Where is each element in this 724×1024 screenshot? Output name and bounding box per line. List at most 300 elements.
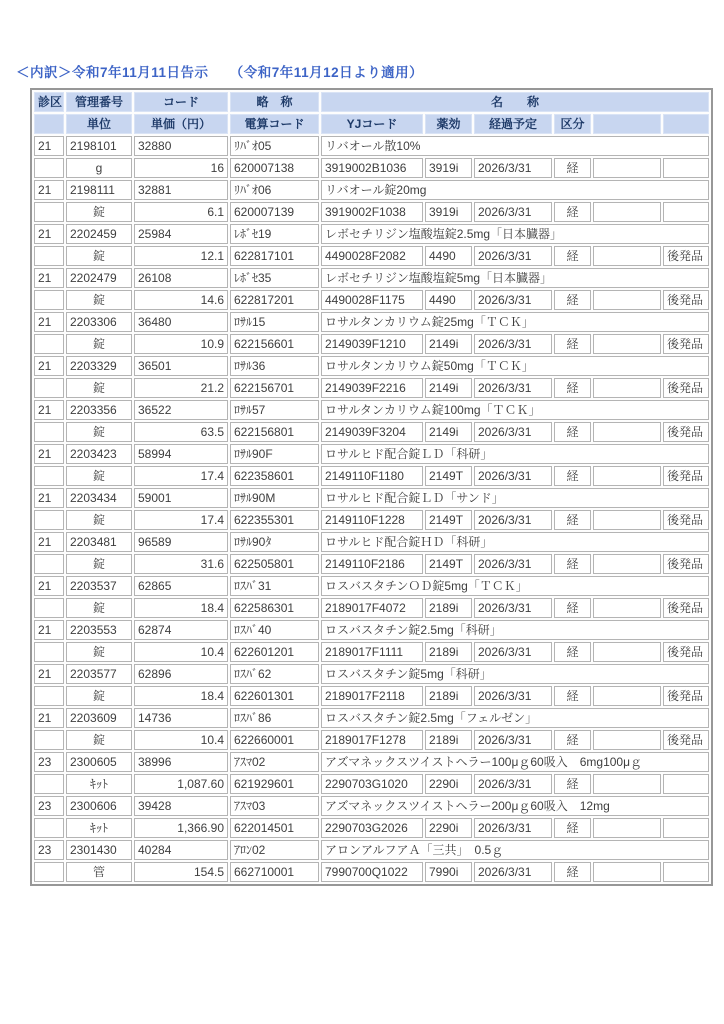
cell-shinku: 21 — [34, 620, 64, 640]
drug-row-detail — [34, 774, 709, 794]
cell-densan-code: 622358601 — [230, 466, 319, 486]
cell-blank — [34, 686, 64, 706]
cell-blank — [34, 158, 64, 178]
cell-kouhatsu — [663, 774, 709, 794]
drug-row-detail — [34, 598, 709, 618]
drug-row-main — [34, 268, 709, 288]
cell-kubun: 経 — [554, 818, 591, 838]
cell-densan-code: 622601301 — [230, 686, 319, 706]
cell-tanka: 12.1 — [134, 246, 228, 266]
cell-yakko: 2149T — [425, 510, 472, 530]
cell-keika-yotei: 2026/3/31 — [474, 554, 552, 574]
cell-kubun: 経 — [554, 510, 591, 530]
drug-row-main — [34, 664, 709, 684]
cell-meisho: ロサルタンカリウム錠100mg「ＴＣＫ」 — [321, 400, 709, 420]
drug-row-detail — [34, 290, 709, 310]
drug-row-main — [34, 752, 709, 772]
cell-keika-yotei: 2026/3/31 — [474, 378, 552, 398]
cell-ryakusho: ｱｽﾏ03 — [230, 796, 319, 816]
cell-blank2 — [593, 246, 661, 266]
cell-kubun: 経 — [554, 642, 591, 662]
cell-keika-yotei: 2026/3/31 — [474, 818, 552, 838]
cell-meisho: アロンアルフアＡ「三共」 0.5ｇ — [321, 840, 709, 860]
table-body — [34, 136, 709, 882]
cell-keika-yotei: 2026/3/31 — [474, 730, 552, 750]
col-header-kanri-bango: 管理番号 — [66, 92, 132, 112]
drug-row-detail — [34, 158, 709, 178]
cell-yj-code: 2189017F1111 — [321, 642, 423, 662]
cell-meisho: ロサルヒド配合錠ＬＤ「科研」 — [321, 444, 709, 464]
cell-yj-code: 2149039F2216 — [321, 378, 423, 398]
cell-yakko: 2189i — [425, 642, 472, 662]
cell-yakko: 2290i — [425, 818, 472, 838]
cell-shinku: 21 — [34, 312, 64, 332]
col-header-keika-yotei: 経過予定 — [474, 114, 552, 134]
cell-kubun: 経 — [554, 290, 591, 310]
cell-blank2 — [593, 290, 661, 310]
cell-blank2 — [593, 422, 661, 442]
cell-kubun: 経 — [554, 202, 591, 222]
cell-ryakusho: ｱﾛﾝ02 — [230, 840, 319, 860]
cell-meisho: ロスバスタチン錠2.5mg「フェルゼン」 — [321, 708, 709, 728]
cell-blank2 — [593, 862, 661, 882]
cell-blank2 — [593, 598, 661, 618]
cell-code: 36522 — [134, 400, 228, 420]
cell-yj-code: 2149039F3204 — [321, 422, 423, 442]
cell-code: 40284 — [134, 840, 228, 860]
cell-meisho: ロスバスタチンＯＤ錠5mg「ＴＣＫ」 — [321, 576, 709, 596]
cell-code: 26108 — [134, 268, 228, 288]
cell-code: 62874 — [134, 620, 228, 640]
cell-blank — [34, 862, 64, 882]
drug-row-detail — [34, 466, 709, 486]
cell-ryakusho: ﾛｽﾊﾞ40 — [230, 620, 319, 640]
cell-meisho: ロスバスタチン錠2.5mg「科研」 — [321, 620, 709, 640]
cell-tani: 錠 — [66, 642, 132, 662]
cell-tanka: 10.9 — [134, 334, 228, 354]
header-row-1 — [34, 92, 709, 112]
cell-blank — [34, 422, 64, 442]
cell-yakko: 4490 — [425, 246, 472, 266]
cell-densan-code: 620007138 — [230, 158, 319, 178]
cell-kubun: 経 — [554, 466, 591, 486]
cell-tanka: 1,366.90 — [134, 818, 228, 838]
cell-meisho: アズマネックスツイストヘラー200μｇ60吸入 12mg — [321, 796, 709, 816]
cell-blank2 — [593, 730, 661, 750]
cell-densan-code: 662710001 — [230, 862, 319, 882]
cell-kouhatsu: 後発品 — [663, 466, 709, 486]
cell-ryakusho: ﾘﾊﾞｵ05 — [230, 136, 319, 156]
cell-yj-code: 2149110F2186 — [321, 554, 423, 574]
cell-blank2 — [593, 818, 661, 838]
cell-kanri-bango: 2203329 — [66, 356, 132, 376]
cell-ryakusho: ﾛｽﾊﾞ31 — [230, 576, 319, 596]
cell-tani: 錠 — [66, 422, 132, 442]
cell-code: 36501 — [134, 356, 228, 376]
cell-densan-code: 622817101 — [230, 246, 319, 266]
cell-tanka: 31.6 — [134, 554, 228, 574]
cell-kubun: 経 — [554, 378, 591, 398]
drug-row-main — [34, 224, 709, 244]
cell-tanka: 21.2 — [134, 378, 228, 398]
cell-kouhatsu — [663, 158, 709, 178]
cell-kouhatsu: 後発品 — [663, 422, 709, 442]
cell-keika-yotei: 2026/3/31 — [474, 290, 552, 310]
cell-ryakusho: ﾛｻﾙ90ﾀ — [230, 532, 319, 552]
cell-yakko: 2149i — [425, 334, 472, 354]
cell-blank — [34, 334, 64, 354]
cell-shinku: 21 — [34, 708, 64, 728]
cell-kanri-bango: 2203423 — [66, 444, 132, 464]
cell-tani: ｷｯﾄ — [66, 818, 132, 838]
cell-tani: 錠 — [66, 246, 132, 266]
drug-row-main — [34, 180, 709, 200]
cell-ryakusho: ﾚﾎﾞｾ35 — [230, 268, 319, 288]
cell-yj-code: 2189017F2118 — [321, 686, 423, 706]
cell-kanri-bango: 2300605 — [66, 752, 132, 772]
col-header-yakko: 薬効 — [425, 114, 472, 134]
drug-row-main — [34, 488, 709, 508]
cell-ryakusho: ﾛｽﾊﾞ62 — [230, 664, 319, 684]
cell-kubun: 経 — [554, 598, 591, 618]
cell-blank2 — [593, 466, 661, 486]
cell-keika-yotei: 2026/3/31 — [474, 334, 552, 354]
cell-densan-code: 622817201 — [230, 290, 319, 310]
cell-code: 25984 — [134, 224, 228, 244]
cell-keika-yotei: 2026/3/31 — [474, 862, 552, 882]
cell-keika-yotei: 2026/3/31 — [474, 642, 552, 662]
cell-kanri-bango: 2202479 — [66, 268, 132, 288]
drug-row-detail — [34, 642, 709, 662]
cell-yj-code: 2149110F1228 — [321, 510, 423, 530]
cell-tani: 錠 — [66, 554, 132, 574]
col-header-kubun: 区分 — [554, 114, 591, 134]
drug-row-detail — [34, 422, 709, 442]
cell-kouhatsu: 後発品 — [663, 334, 709, 354]
cell-yakko: 3919i — [425, 158, 472, 178]
drug-row-main — [34, 796, 709, 816]
cell-densan-code: 622586301 — [230, 598, 319, 618]
cell-yakko: 2149i — [425, 378, 472, 398]
cell-yj-code: 4490028F1175 — [321, 290, 423, 310]
drug-row-main — [34, 400, 709, 420]
cell-code: 58994 — [134, 444, 228, 464]
cell-tani: 錠 — [66, 598, 132, 618]
cell-yakko: 2149i — [425, 422, 472, 442]
cell-blank — [34, 642, 64, 662]
cell-densan-code: 622601201 — [230, 642, 319, 662]
cell-kanri-bango: 2203577 — [66, 664, 132, 684]
cell-keika-yotei: 2026/3/31 — [474, 686, 552, 706]
cell-ryakusho: ﾛｻﾙ90M — [230, 488, 319, 508]
cell-tanka: 18.4 — [134, 686, 228, 706]
cell-tanka: 18.4 — [134, 598, 228, 618]
cell-shinku: 21 — [34, 224, 64, 244]
cell-blank — [34, 818, 64, 838]
cell-ryakusho: ﾘﾊﾞｵ06 — [230, 180, 319, 200]
drug-row-main — [34, 708, 709, 728]
cell-kubun: 経 — [554, 862, 591, 882]
cell-kouhatsu — [663, 202, 709, 222]
col-header-code: コード — [134, 92, 228, 112]
cell-yj-code: 3919002B1036 — [321, 158, 423, 178]
cell-yj-code: 3919002F1038 — [321, 202, 423, 222]
cell-tani: 錠 — [66, 686, 132, 706]
drug-row-detail — [34, 686, 709, 706]
cell-kanri-bango: 2301430 — [66, 840, 132, 860]
cell-keika-yotei: 2026/3/31 — [474, 158, 552, 178]
cell-kouhatsu — [663, 818, 709, 838]
cell-shinku: 21 — [34, 664, 64, 684]
drug-row-detail — [34, 246, 709, 266]
col-header-meisho: 名 称 — [321, 92, 709, 112]
col-header-blank2 — [593, 114, 661, 134]
cell-blank — [34, 466, 64, 486]
cell-kouhatsu: 後発品 — [663, 290, 709, 310]
cell-kubun: 経 — [554, 554, 591, 574]
cell-kanri-bango: 2203306 — [66, 312, 132, 332]
drug-row-main — [34, 840, 709, 860]
cell-tani: 錠 — [66, 378, 132, 398]
cell-tanka: 17.4 — [134, 510, 228, 530]
cell-meisho: レボセチリジン塩酸塩錠5mg「日本臓器」 — [321, 268, 709, 288]
cell-kouhatsu: 後発品 — [663, 554, 709, 574]
cell-ryakusho: ﾛｻﾙ57 — [230, 400, 319, 420]
cell-kouhatsu: 後発品 — [663, 510, 709, 530]
cell-yakko: 2189i — [425, 730, 472, 750]
cell-tanka: 154.5 — [134, 862, 228, 882]
drug-row-main — [34, 312, 709, 332]
cell-yj-code: 7990700Q1022 — [321, 862, 423, 882]
cell-shinku: 21 — [34, 444, 64, 464]
cell-yj-code: 2189017F1278 — [321, 730, 423, 750]
cell-code: 36480 — [134, 312, 228, 332]
cell-ryakusho: ｱｽﾏ02 — [230, 752, 319, 772]
cell-yakko: 2149T — [425, 466, 472, 486]
cell-code: 96589 — [134, 532, 228, 552]
cell-tani: ｷｯﾄ — [66, 774, 132, 794]
cell-yj-code: 2290703G2026 — [321, 818, 423, 838]
drug-row-detail — [34, 818, 709, 838]
cell-shinku: 23 — [34, 752, 64, 772]
cell-meisho: ロサルタンカリウム錠50mg「ＴＣＫ」 — [321, 356, 709, 376]
cell-kouhatsu: 後発品 — [663, 642, 709, 662]
cell-kanri-bango: 2203356 — [66, 400, 132, 420]
cell-keika-yotei: 2026/3/31 — [474, 598, 552, 618]
cell-kanri-bango: 2198101 — [66, 136, 132, 156]
col-header-tani: 単位 — [66, 114, 132, 134]
cell-kubun: 経 — [554, 774, 591, 794]
cell-tani: 錠 — [66, 466, 132, 486]
cell-blank — [34, 774, 64, 794]
cell-shinku: 23 — [34, 796, 64, 816]
cell-keika-yotei: 2026/3/31 — [474, 510, 552, 530]
cell-yj-code: 2149110F1180 — [321, 466, 423, 486]
cell-tanka: 17.4 — [134, 466, 228, 486]
cell-blank2 — [593, 202, 661, 222]
cell-tani: 錠 — [66, 202, 132, 222]
drug-row-main — [34, 576, 709, 596]
cell-code: 14736 — [134, 708, 228, 728]
cell-blank2 — [593, 158, 661, 178]
drug-row-detail — [34, 554, 709, 574]
cell-code: 59001 — [134, 488, 228, 508]
cell-yakko: 7990i — [425, 862, 472, 882]
cell-yakko: 2189i — [425, 598, 472, 618]
cell-kubun: 経 — [554, 246, 591, 266]
cell-yj-code: 2149039F1210 — [321, 334, 423, 354]
cell-blank — [34, 554, 64, 574]
cell-meisho: アズマネックスツイストヘラー100μｇ60吸入 6mg100μｇ — [321, 752, 709, 772]
cell-kanri-bango: 2300606 — [66, 796, 132, 816]
cell-tani: 錠 — [66, 510, 132, 530]
cell-densan-code: 622660001 — [230, 730, 319, 750]
col-header-densan-code: 電算コード — [230, 114, 319, 134]
cell-shinku: 21 — [34, 400, 64, 420]
cell-blank2 — [593, 642, 661, 662]
cell-tanka: 10.4 — [134, 730, 228, 750]
cell-densan-code: 622355301 — [230, 510, 319, 530]
cell-densan-code: 622156601 — [230, 334, 319, 354]
drug-row-main — [34, 356, 709, 376]
cell-blank2 — [593, 334, 661, 354]
cell-densan-code: 622156801 — [230, 422, 319, 442]
drug-row-main — [34, 444, 709, 464]
col-header-blank3 — [663, 114, 709, 134]
cell-keika-yotei: 2026/3/31 — [474, 422, 552, 442]
cell-code: 38996 — [134, 752, 228, 772]
cell-kanri-bango: 2203434 — [66, 488, 132, 508]
cell-kouhatsu: 後発品 — [663, 598, 709, 618]
page-title: ＜内訳＞令和7年11月11日告示 （令和7年11月12日より適用） — [16, 65, 424, 80]
cell-tanka: 10.4 — [134, 642, 228, 662]
drug-row-main — [34, 532, 709, 552]
cell-yj-code: 4490028F2082 — [321, 246, 423, 266]
cell-shinku: 21 — [34, 180, 64, 200]
cell-yj-code: 2290703G1020 — [321, 774, 423, 794]
cell-kanri-bango: 2203481 — [66, 532, 132, 552]
cell-kubun: 経 — [554, 158, 591, 178]
cell-blank2 — [593, 378, 661, 398]
header-row-2 — [34, 114, 709, 134]
drug-row-detail — [34, 862, 709, 882]
cell-kubun: 経 — [554, 334, 591, 354]
cell-kouhatsu — [663, 862, 709, 882]
cell-tani: 管 — [66, 862, 132, 882]
cell-yj-code: 2189017F4072 — [321, 598, 423, 618]
cell-meisho: ロサルタンカリウム錠25mg「ＴＣＫ」 — [321, 312, 709, 332]
cell-code: 62896 — [134, 664, 228, 684]
cell-tani: 錠 — [66, 334, 132, 354]
cell-blank2 — [593, 774, 661, 794]
drug-row-detail — [34, 202, 709, 222]
drug-row-detail — [34, 510, 709, 530]
cell-tanka: 16 — [134, 158, 228, 178]
cell-yakko: 2189i — [425, 686, 472, 706]
cell-blank — [34, 598, 64, 618]
cell-tanka: 1,087.60 — [134, 774, 228, 794]
cell-code: 32880 — [134, 136, 228, 156]
cell-keika-yotei: 2026/3/31 — [474, 202, 552, 222]
drug-row-detail — [34, 730, 709, 750]
drug-row-main — [34, 136, 709, 156]
cell-meisho: ロスバスタチン錠5mg「科研」 — [321, 664, 709, 684]
cell-blank — [34, 378, 64, 398]
cell-yakko: 2149T — [425, 554, 472, 574]
cell-blank2 — [593, 554, 661, 574]
cell-densan-code: 622505801 — [230, 554, 319, 574]
cell-blank — [34, 202, 64, 222]
cell-meisho: リバオール散10% — [321, 136, 709, 156]
drug-row-main — [34, 620, 709, 640]
cell-kouhatsu: 後発品 — [663, 686, 709, 706]
cell-kubun: 経 — [554, 422, 591, 442]
cell-shinku: 21 — [34, 268, 64, 288]
cell-shinku: 21 — [34, 576, 64, 596]
cell-kanri-bango: 2203553 — [66, 620, 132, 640]
cell-kanri-bango: 2203609 — [66, 708, 132, 728]
cell-kouhatsu: 後発品 — [663, 246, 709, 266]
cell-blank2 — [593, 510, 661, 530]
cell-kouhatsu: 後発品 — [663, 730, 709, 750]
cell-kouhatsu: 後発品 — [663, 378, 709, 398]
cell-kubun: 経 — [554, 686, 591, 706]
cell-densan-code: 621929601 — [230, 774, 319, 794]
cell-tani: g — [66, 158, 132, 178]
cell-kanri-bango: 2203537 — [66, 576, 132, 596]
drug-price-table — [30, 88, 713, 886]
cell-yakko: 2290i — [425, 774, 472, 794]
cell-densan-code: 622156701 — [230, 378, 319, 398]
cell-blank — [34, 730, 64, 750]
cell-keika-yotei: 2026/3/31 — [474, 246, 552, 266]
cell-kubun: 経 — [554, 730, 591, 750]
cell-kanri-bango: 2202459 — [66, 224, 132, 244]
cell-code: 62865 — [134, 576, 228, 596]
cell-shinku: 21 — [34, 136, 64, 156]
cell-tani: 錠 — [66, 290, 132, 310]
cell-ryakusho: ﾚﾎﾞｾ19 — [230, 224, 319, 244]
cell-tanka: 6.1 — [134, 202, 228, 222]
cell-ryakusho: ﾛｻﾙ36 — [230, 356, 319, 376]
cell-keika-yotei: 2026/3/31 — [474, 466, 552, 486]
cell-shinku: 21 — [34, 356, 64, 376]
cell-densan-code: 622014501 — [230, 818, 319, 838]
cell-meisho: ロサルヒド配合錠ＨＤ「科研」 — [321, 532, 709, 552]
col-header-blank — [34, 114, 64, 134]
cell-densan-code: 620007139 — [230, 202, 319, 222]
col-header-ryakusho: 略 称 — [230, 92, 319, 112]
col-header-shinku: 診区 — [34, 92, 64, 112]
cell-shinku: 23 — [34, 840, 64, 860]
cell-yakko: 4490 — [425, 290, 472, 310]
cell-code: 32881 — [134, 180, 228, 200]
cell-meisho: ロサルヒド配合錠ＬＤ「サンド」 — [321, 488, 709, 508]
cell-ryakusho: ﾛｽﾊﾞ86 — [230, 708, 319, 728]
col-header-tanka: 単価（円） — [134, 114, 228, 134]
cell-meisho: レボセチリジン塩酸塩錠2.5mg「日本臓器」 — [321, 224, 709, 244]
cell-yakko: 3919i — [425, 202, 472, 222]
cell-code: 39428 — [134, 796, 228, 816]
col-header-yj-code: YJコード — [321, 114, 423, 134]
cell-ryakusho: ﾛｻﾙ90F — [230, 444, 319, 464]
drug-row-detail — [34, 378, 709, 398]
cell-blank — [34, 510, 64, 530]
cell-keika-yotei: 2026/3/31 — [474, 774, 552, 794]
cell-blank — [34, 246, 64, 266]
cell-meisho: リバオール錠20mg — [321, 180, 709, 200]
cell-kanri-bango: 2198111 — [66, 180, 132, 200]
